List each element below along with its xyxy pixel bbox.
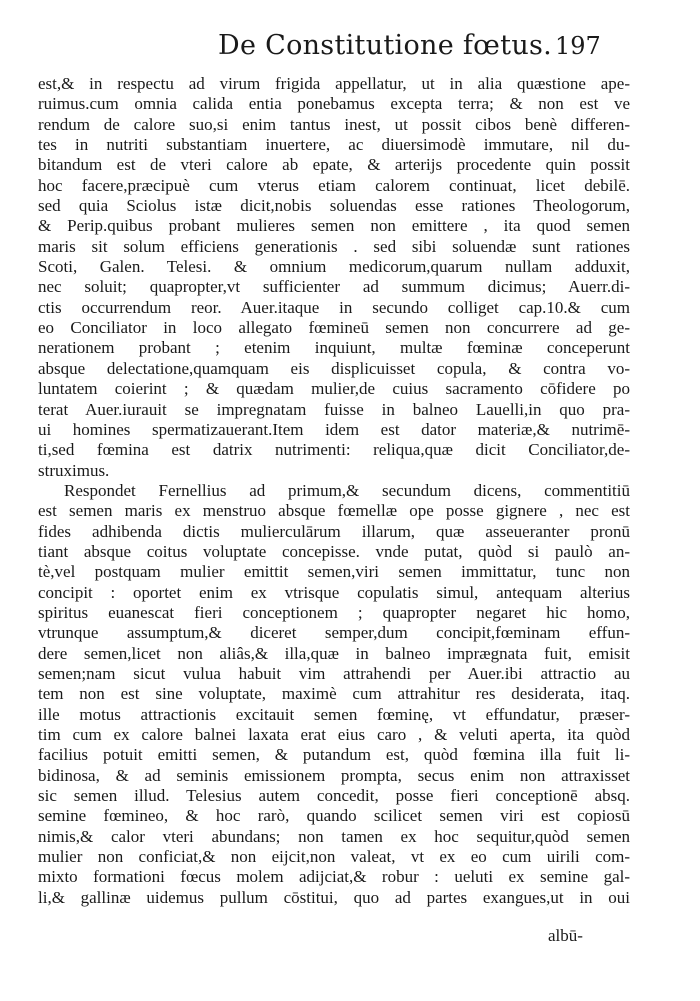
text-line: sed quia Sciolus istæ dicit,nobis soluendas esse rationes Theologorum, — [38, 196, 630, 216]
text-line: & Perip.quibus probant mulieres semen non emittere , ita quod semen — [38, 216, 630, 236]
paragraph-first-line: Respondet Fernellius ad primum,& secundum dicens, commentitiū — [64, 480, 630, 500]
text-line: nerationem probant ; etenim inquiunt, multæ fœminæ conceperunt — [38, 338, 630, 358]
text-line: tes in nutriti substantiam inuertere, ac diuersimodè immutare, nil du- — [38, 135, 630, 155]
text-line: li,& gallinæ uidemus pullum cōstitui, quo ad partes exangues,ut in oui — [38, 887, 630, 907]
text-line: dere semen,licet non aliâs,& illa,quæ in balneo imprægnata fuit, emisit — [38, 643, 630, 663]
running-title: De Constitutione fœtus. — [218, 30, 553, 61]
text-line: tiant absque coitus voluptate concepisse. vnde putat, quòd si paulò an- — [38, 541, 630, 561]
text-line: fides adhibenda dictis mulierculārum illarum, quæ asseueranter pronū — [38, 521, 630, 541]
text-line: semen;nam sicut vulua habuit vim attrahendi per Auer.ibi attractio au — [38, 663, 630, 683]
catchword: albū- — [548, 926, 583, 945]
page-footer — [38, 926, 630, 948]
text-line: spiritus euanescat fieri conceptionem ; quapropter negaret hic homo, — [38, 602, 630, 622]
page-header — [0, 26, 700, 66]
text-line: ille motus attractionis excitauit semen fœminę, vt effundatur, præser- — [38, 704, 630, 724]
text-line: tem non est sine voluptate, maximè cum attrahitur res desiderata, itaq. — [38, 684, 630, 704]
text-line: nimis,& calor vteri abundans; non tamen ex hoc sequitur,quòd semen — [38, 826, 630, 846]
text-line: tè,vel postquam mulier emittit semen,viri semen immittatur, tunc non — [38, 562, 630, 582]
text-line: bitandum est de vteri calore ab epate, & arterijs procedente quin possit — [38, 155, 630, 175]
text-line: ctis occurrendum reor. Auer.itaque in secundo colliget cap.10.& cum — [38, 297, 630, 317]
text-line: concipit : oportet enim ex vtrisque copulatis simul, antequam alterius — [38, 582, 630, 602]
text-line: facilius potuit emitti semen, & putandum est, quòd fœmina illa fuit li- — [38, 745, 630, 765]
text-line: ui homines spermatizauerant.Item idem est dator materiæ,& nutrimē- — [38, 419, 630, 439]
text-line: semine fœmineo, & hoc rarò, quando scilicet semen viri est copiosū — [38, 806, 630, 826]
text-line: mulier non conficiat,& non eijcit,non valeat, vt ex eo cum uirili com- — [38, 847, 630, 867]
text-line: vtrunque assumptum,& diceret semper,dum concipit,fœminam effun- — [38, 623, 630, 643]
text-line: maris sit solum efficiens generationis . sed sibi soluendæ sunt rationes — [38, 236, 630, 256]
page-number: 197 — [555, 32, 601, 60]
text-line: sic semen illud. Telesius autem concedit, posse fieri conceptionē absq. — [38, 786, 630, 806]
text-line: tim cum ex calore balnei laxata erat eius caro , & veluti aperta, ita quòd — [38, 725, 630, 744]
text-line: rendum de calore suo,si enim tantus inest, ut possit cibos benè differen- — [38, 114, 630, 134]
text-line: eo Conciliator in loco allegato fœmineū semen non concurrere ad ge- — [38, 318, 630, 338]
text-line: struximus. — [38, 460, 110, 480]
text-line: mixto formationi fœcus molem adijciat,& robur : ueluti ex semine gal- — [38, 867, 630, 887]
text-line: absque delectatione,quamquam eis displicuisset copula, & contra vo- — [38, 358, 630, 378]
text-line: hoc facere,præcipuè cum vterus etiam calorem continuat, licet debilē. — [38, 175, 630, 195]
text-line: terat Auer.iurauit se impregnatam fuisse in balneo Lauelli,in quo pra- — [38, 399, 630, 419]
text-line: nec soluit; quapropter,vt sufficienter ad summum dicimus; Auerr.di- — [38, 277, 630, 297]
text-line: bidinosa, & ad seminis emissionem prompta, secus enim non attraxisset — [38, 765, 630, 785]
body-text — [38, 74, 630, 908]
text-line: ruimus.cum omnia calida entia ponebamus excepta terra; & non est ve — [38, 94, 630, 114]
text-line: ti,sed fœmina est datrix nutrimenti: reliqua,quæ dicit Conciliator,de- — [38, 440, 630, 460]
text-line: luntatem coierint ; & quædam mulier,de cuius sacramento cōfidere po — [38, 379, 630, 399]
text-line: Scoti, Galen. Telesi. & omnium medicorum,quarum nullam adduxit, — [38, 257, 630, 277]
text-line: est,& in respectu ad virum frigida appellatur, ut in alia quæstione ape- — [38, 74, 630, 93]
text-line: est semen maris ex menstruo absque fœmellæ ope posse gignere , nec est — [38, 501, 630, 521]
